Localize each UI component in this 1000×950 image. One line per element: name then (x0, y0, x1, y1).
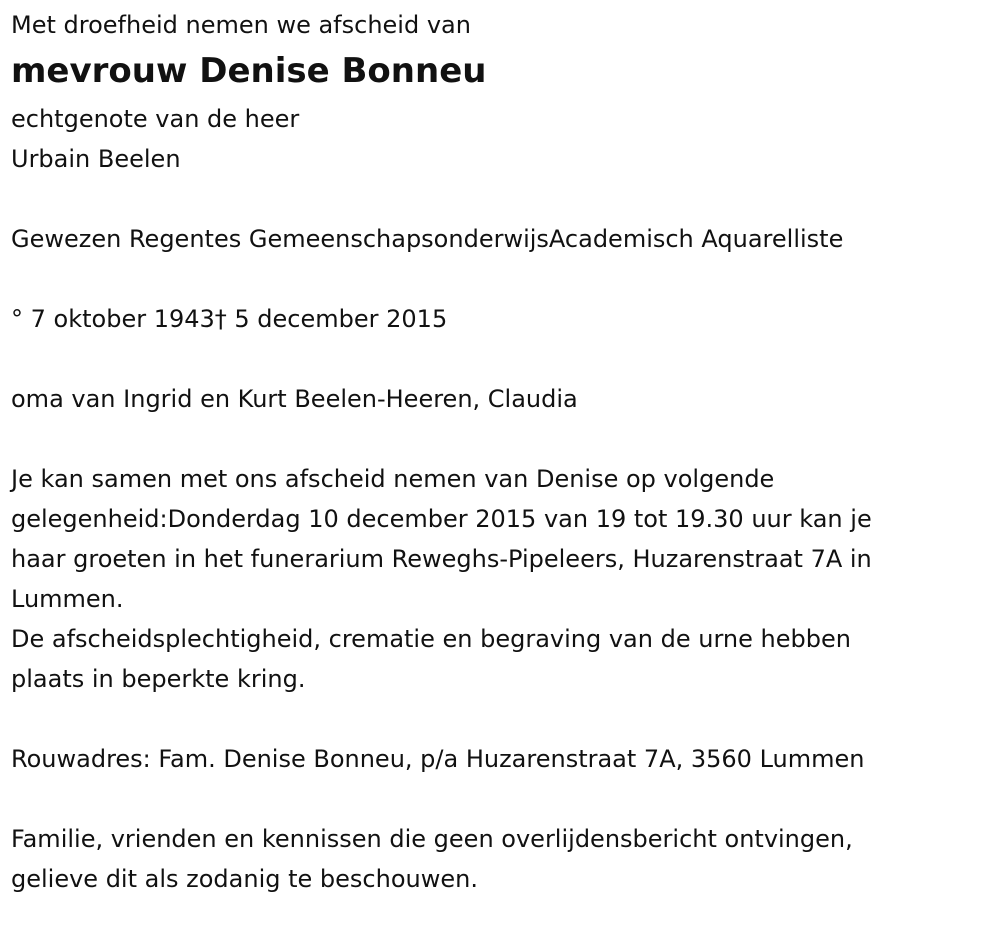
farewell-line-1: Je kan samen met ons afscheid nemen van Denise op volgende (11, 465, 775, 493)
obituary-notice (11, 0, 986, 899)
grandchildren-text: oma van Ingrid en Kurt Beelen-Heeren, Claudia (11, 385, 578, 413)
spouse-line-2: Urbain Beelen (11, 145, 181, 173)
spacer (11, 339, 986, 379)
birth-death-dates: ° 7 oktober 1943† 5 december 2015 (11, 305, 448, 333)
spacer (11, 179, 986, 219)
spacer (11, 779, 986, 819)
ceremony-line-2: plaats in beperkte kring. (11, 665, 306, 693)
spacer (11, 419, 986, 459)
closing-line-1: Familie, vrienden en kennissen die geen overlijdensbericht ontvingen, (11, 825, 853, 853)
deceased-name: mevrouw Denise Bonneu (11, 51, 487, 91)
spacer (11, 259, 986, 299)
spouse-line-1: echtgenote van de heer (11, 105, 300, 133)
farewell-line-4: Lummen. (11, 585, 124, 613)
farewell-line-2: gelegenheid:Donderdag 10 december 2015 van 19 tot 19.30 uur kan je (11, 505, 872, 533)
closing-line-2: gelieve dit als zodanig te beschouwen. (11, 865, 478, 893)
spacer (11, 699, 986, 739)
ceremony-line-1: De afscheidsplechtigheid, crematie en begraving van de urne hebben (11, 625, 851, 653)
profession-text: Gewezen Regentes GemeenschapsonderwijsAcademisch Aquarelliste (11, 225, 844, 253)
intro-text: Met droefheid nemen we afscheid van (11, 11, 471, 39)
farewell-line-3: haar groeten in het funerarium Reweghs-Pipeleers, Huzarenstraat 7A in (11, 545, 872, 573)
mourning-address: Rouwadres: Fam. Denise Bonneu, p/a Huzarenstraat 7A, 3560 Lummen (11, 745, 865, 773)
